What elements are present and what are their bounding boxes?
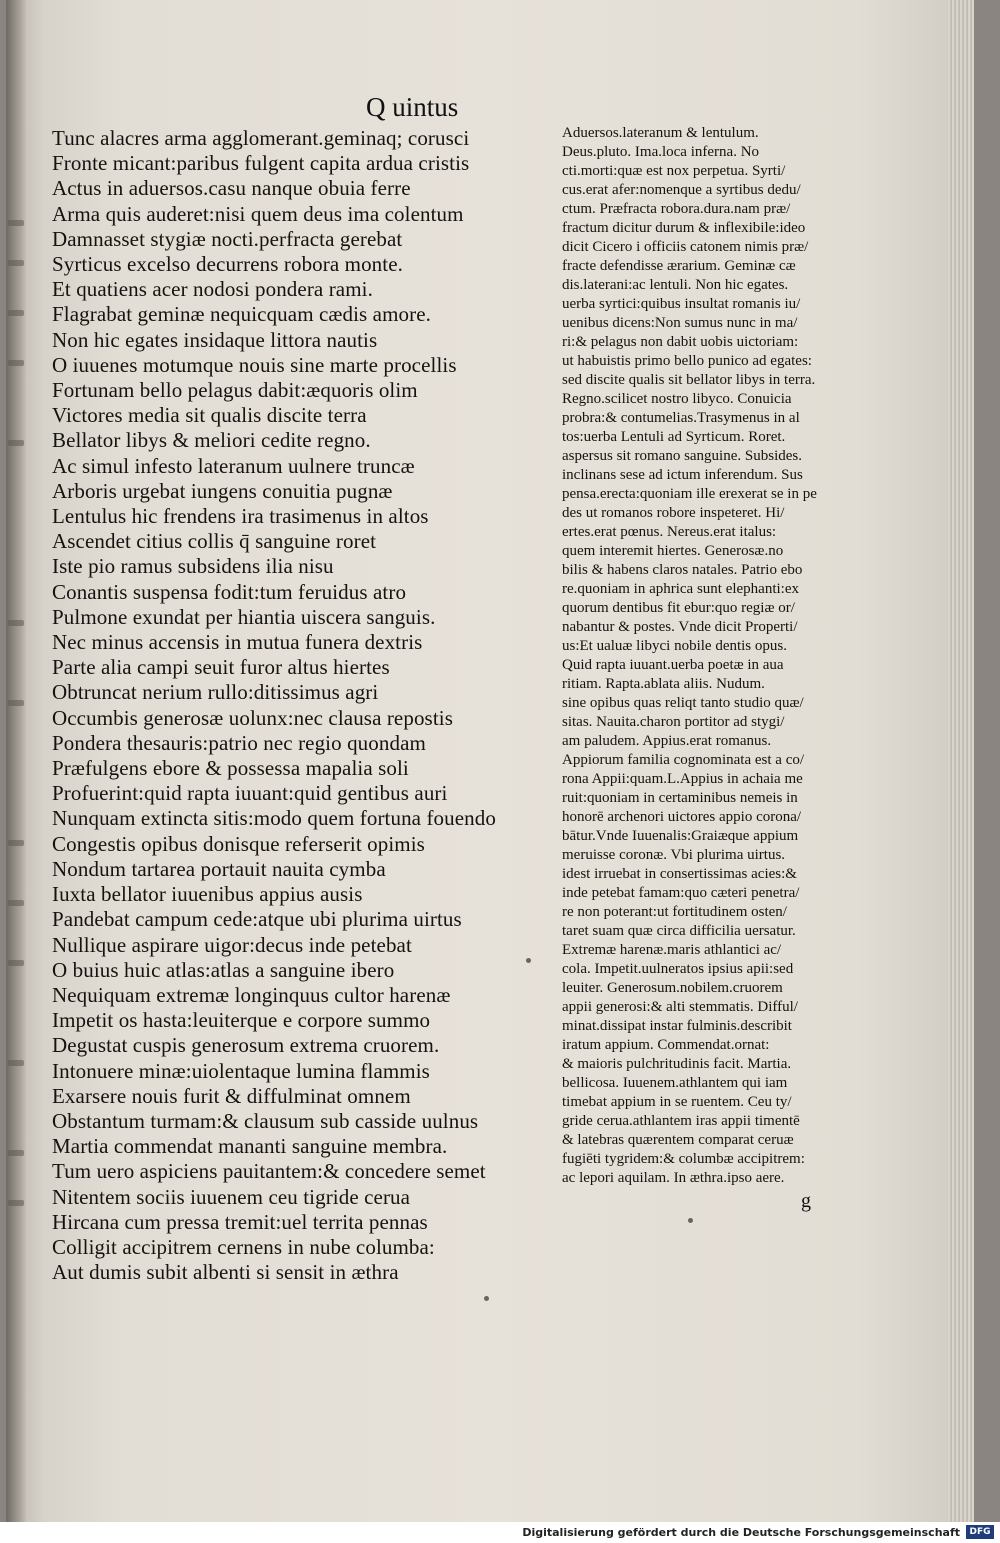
commentary-line: bātur.Vnde Iuuenalis:Graiæque appium	[562, 828, 799, 844]
verse-line: Nunquam extincta sitis:modo quem fortuna fouendo	[52, 806, 496, 831]
ink-dot	[484, 1296, 489, 1301]
commentary-line: fugiēti tygridem:& columbæ accipitrem:	[562, 1151, 805, 1167]
paper-page	[6, 0, 974, 1522]
verse-line: Victores media sit qualis discite terra	[52, 403, 367, 428]
verse-line: Pandebat campum cede:atque ubi plurima uirtus	[52, 907, 462, 932]
commentary-line: des ut romanos robore inspeteret. Hi/	[562, 505, 785, 521]
commentary-line: taret suam quæ circa difficilia uersatur.	[562, 923, 796, 939]
commentary-line: aspersus sit romano sanguine. Subsides.	[562, 448, 802, 464]
commentary-line: fractum dicitur durum & inflexibile:ideo	[562, 220, 806, 236]
commentary-line: quem interemit hiertes. Generosæ.no	[562, 543, 784, 559]
verse-line: Congestis opibus donisque referserit opimis	[52, 831, 425, 856]
commentary-line: gride cerua.athlantem iras appii timentē	[562, 1113, 800, 1129]
commentary-line: sitas. Nauita.charon portitor ad stygi/	[562, 714, 785, 730]
verse-line: Lentulus hic frendens ira trasimenus in altos	[52, 504, 429, 529]
page-edges	[948, 0, 974, 1522]
commentary-line: dis.laterani:ac lentuli. Non hic egates.	[562, 277, 789, 293]
facing-page-bleed	[6, 200, 26, 1400]
verse-line: Obstantum turmam:& clausum sub casside uulnus	[52, 1108, 479, 1133]
verse-line: Et quatiens acer nodosi pondera rami.	[52, 277, 373, 302]
verse-line: Actus in aduersos.casu nanque obuia ferre	[52, 176, 411, 201]
commentary-line: cola. Impetit.uulneratos ipsius apii:sed	[562, 961, 794, 977]
commentary-line: nabantur & postes. Vnde dicit Properti/	[562, 619, 798, 635]
commentary-line: Quid rapta iuuant.uerba poetæ in aua	[562, 657, 784, 673]
verse-line: Damnasset stygiæ nocti.perfracta gerebat	[52, 226, 403, 251]
digitization-footer	[0, 1522, 1000, 1543]
commentary-line: iratum appium. Commendat.ornat:	[562, 1037, 770, 1053]
commentary-line: uenibus dicens:Non sumus nunc in ma/	[562, 315, 798, 331]
verse-line: Non hic egates insidaque littora nautis	[52, 327, 378, 352]
ink-dot	[688, 1218, 693, 1223]
commentary-line: cti.morti:quæ est nox perpetua. Syrti/	[562, 163, 786, 179]
commentary-line: bellicosa. Iuuenem.athlantem qui iam	[562, 1075, 788, 1091]
verse-line: Fronte micant:paribus fulgent capita ardua cristis	[52, 151, 470, 176]
commentary-line: sine opibus quas reliqt tanto studio quæ/	[562, 695, 804, 711]
verse-line: Occumbis generosæ uolunx:nec clausa repostis	[52, 705, 453, 730]
verse-line: Nondum tartarea portauit nauita cymba	[52, 856, 386, 881]
dfg-logo: DFG	[966, 1525, 994, 1539]
verse-line: Martia commendat mananti sanguine membra.	[52, 1134, 448, 1159]
verse-line: Conantis suspensa fodit:tum feruidus atro	[52, 579, 407, 604]
verse-line: Intonuere minæ:uiolentaque lumina flammis	[52, 1058, 430, 1083]
commentary-line: Extremæ harenæ.maris athlantici ac/	[562, 942, 782, 958]
verse-line: Hircana cum pressa tremit:uel territa pennas	[52, 1209, 428, 1234]
commentary-line: & maioris pulchritudinis facit. Martia.	[562, 1056, 792, 1072]
verse-line: Tunc alacres arma agglomerant.geminaq; corusci	[52, 126, 470, 150]
verse-line: Pulmone exundat per hiantia uiscera sanguis.	[52, 604, 436, 629]
commentary-line: Deus.pluto. Ima.loca inferna. No	[562, 144, 760, 160]
commentary-line: inde petebat famam:quo cæteri penetra/	[562, 885, 800, 901]
verse-line: Pondera thesauris:patrio nec regio quondam	[52, 730, 426, 755]
verse-line: Bellator libys & meliori cedite regno.	[52, 428, 371, 453]
commentary-line: ac lepori aquilam. In æthra.ipso aere.	[562, 1170, 785, 1186]
verse-line: O iuuenes motumque nouis sine marte procellis	[52, 352, 457, 377]
signature-mark: g	[801, 1190, 811, 1212]
commentary-line: timebat appium in se ruentem. Ceu ty/	[562, 1094, 792, 1110]
verse-line: Iste pio ramus subsidens ilia nisu	[52, 554, 334, 579]
commentary-line: dicit Cicero i officiis catonem nimis præ/	[562, 239, 809, 255]
commentary-line: ctum. Præfracta robora.dura.nam præ/	[562, 201, 791, 217]
commentary-line: leuiter. Generosum.nobilem.cruorem	[562, 980, 783, 996]
verse-line: Arboris urgebat iungens conuitia pugnæ	[52, 478, 393, 503]
verse-line: Ascendet citius collis q̄ sanguine roret	[52, 529, 377, 554]
commentary-line: meruisse coronæ. Vbi plurima uirtus.	[562, 847, 786, 863]
verse-line: Degustat cuspis generosum extrema cruorem.	[52, 1033, 440, 1058]
verse-line: Tum uero aspiciens pauitantem:& concedere semet	[52, 1159, 486, 1184]
verse-line: Ac simul infesto lateranum uulnere truncæ	[52, 453, 415, 478]
verse-line: Fortunam bello pelagus dabit:æquoris olim	[52, 378, 418, 403]
ink-dot	[526, 958, 531, 963]
commentary-line: am paludem. Appius.erat romanus.	[562, 733, 772, 749]
verse-line: Nec minus accensis in mutua funera dextris	[52, 630, 423, 655]
commentary-line: Appiorum familia cognominata est a co/	[562, 752, 805, 768]
commentary-line: idest irruebat in consertissimas acies:&	[562, 866, 797, 882]
verse-line: Flagrabat geminæ nequicquam cædis amore.	[52, 302, 431, 327]
commentary-line: & latebras quærentem comparat ceruæ	[562, 1132, 794, 1148]
commentary-line: re.quoniam in aphrica sunt elephanti:ex	[562, 581, 800, 597]
verse-line: Aut dumis subit albenti si sensit in æthra	[52, 1260, 399, 1285]
commentary-line: sed discite qualis sit bellator libys in terra.	[562, 372, 816, 388]
commentary-line: probra:& contumelias.Trasymenus in al	[562, 410, 800, 426]
verse-line: Profuerint:quid rapta iuuant:quid gentibus auri	[52, 781, 448, 806]
commentary-line: uerba syrtici:quibus insultat romanis iu/	[562, 296, 801, 312]
verse-line: Nequiquam extremæ longinquus cultor harenæ	[52, 982, 451, 1007]
verse-line: Exarsere nouis furit & diffulminat omnem	[52, 1083, 411, 1108]
verse-line: Colligit accipitrem cernens in nube columba:	[52, 1234, 435, 1259]
commentary-line: minat.dissipat instar fulminis.describit	[562, 1018, 792, 1034]
verse-line: Parte alia campi seuit furor altus hiertes	[52, 655, 390, 680]
commentary-line: us:Et ualuæ libyci nobile dentis opus.	[562, 638, 787, 654]
commentary-line: pensa.erecta:quoniam ille erexerat se in pe	[562, 486, 817, 502]
verse-line: Impetit os hasta:leuiterque e corpore summo	[52, 1008, 431, 1033]
commentary-line: ruit:quoniam in certaminibus nemeis in	[562, 790, 798, 806]
commentary-line: ertes.erat pœnus. Nereus.erat italus:	[562, 524, 777, 540]
verse-line: Syrticus excelso decurrens robora monte.	[52, 252, 403, 277]
commentary-line: Aduersos.lateranum & lentulum.	[562, 125, 759, 141]
commentary-line: honorē archenori uictores appio corona/	[562, 809, 802, 825]
verse-line: Obtruncat nerium rullo:ditissimus agri	[52, 680, 379, 705]
verse-line: Nullique aspirare uigor:decus inde petebat	[52, 932, 412, 957]
commentary-line: tos:uerba Lentuli ad Syrticum. Roret.	[562, 429, 786, 445]
commentary-line: bilis & habens claros natales. Patrio ebo	[562, 562, 803, 578]
commentary-line: re non poterant:ut fortitudinem osten/	[562, 904, 787, 920]
verse-line: O buius huic atlas:atlas a sanguine ibero	[52, 957, 395, 982]
commentary-line: rona Appii:quam.L.Appius in achaia me	[562, 771, 803, 787]
commentary-line: cus.erat afer:nomenque a syrtibus dedu/	[562, 182, 801, 198]
verse-column	[52, 126, 532, 1285]
verse-line: Nitentem sociis iuuenem ceu tigride cerua	[52, 1184, 411, 1209]
commentary-line: ut habuistis primo bello punico ad egates:	[562, 353, 812, 369]
verse-line: Præfulgens ebore & possessa mapalia soli	[52, 756, 409, 781]
commentary-line: ritiam. Rapta.ablata aliis. Nudum.	[562, 676, 765, 692]
footer-credit: Digitalisierung gefördert durch die Deutsche Forschungsgemeinschaft	[522, 1526, 960, 1539]
commentary-line: inclinans sese ad ictum inferendum. Sus	[562, 467, 803, 483]
running-head: Q uintus	[366, 92, 459, 122]
verse-line: Arma quis auderet:nisi quem deus ima colentum	[52, 201, 464, 226]
commentary-line: appii generosi:& alti stemmatis. Difful/	[562, 999, 798, 1015]
commentary-line: ri:& pelagus non dabit uobis uictoriam:	[562, 334, 799, 350]
commentary-line: fracte defendisse ærarium. Geminæ cæ	[562, 258, 796, 274]
verse-line: Iuxta bellator iuuenibus appius ausis	[52, 882, 363, 907]
commentary-column	[562, 124, 862, 1188]
commentary-line: quorum dentibus fit ebur:quo regiæ or/	[562, 600, 795, 616]
commentary-line: Regno.scilicet nostro libyco. Conuicia	[562, 391, 792, 407]
